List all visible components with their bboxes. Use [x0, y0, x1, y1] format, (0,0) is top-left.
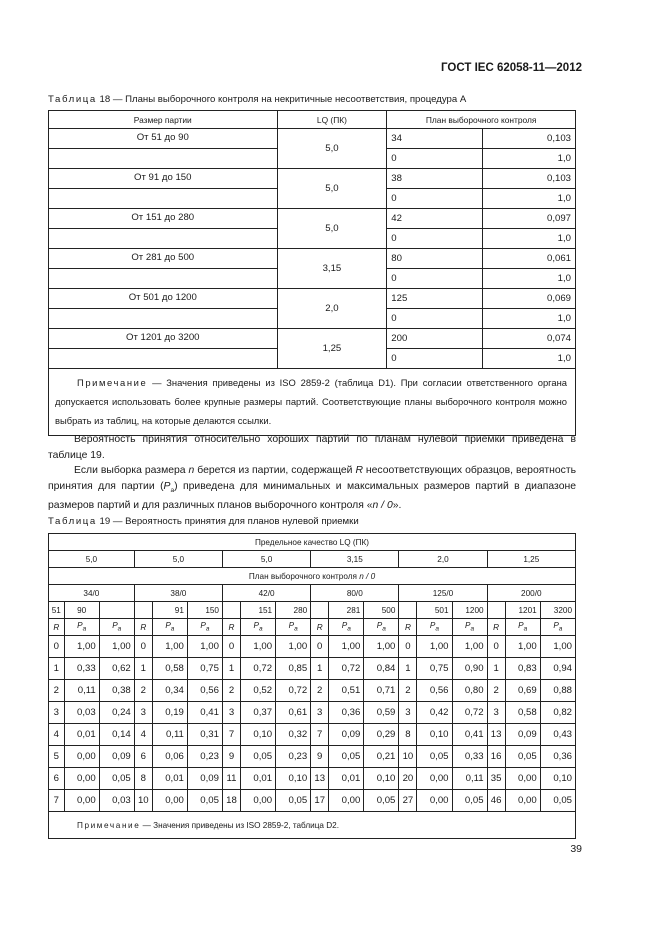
r-cell: 27	[399, 790, 417, 812]
pa-min-cell: 0,05	[241, 746, 276, 768]
pa-min-cell: 0,05	[329, 746, 364, 768]
col-R: R	[487, 619, 505, 636]
r-cell: 3	[399, 702, 417, 724]
col-R: R	[222, 619, 240, 636]
r-cell: 8	[134, 768, 152, 790]
sample-n-cell: 0	[387, 309, 483, 329]
pa-min-cell: 0,10	[417, 724, 452, 746]
pa-min-cell: 0,00	[64, 790, 99, 812]
pa-min-cell: 1,00	[152, 636, 187, 658]
pa-max-cell: 0,38	[99, 680, 134, 702]
col-Pa: $P_a$	[540, 619, 575, 636]
table18-label: Таблица	[48, 94, 97, 105]
r-cell: 7	[311, 724, 329, 746]
r-cell: 20	[399, 768, 417, 790]
col-R: R	[399, 619, 417, 636]
sample-n-cell: 125	[387, 289, 483, 309]
table18-row	[49, 209, 576, 229]
lq-value: 5,0	[49, 551, 135, 568]
pa-max-cell: 0,29	[364, 724, 399, 746]
pa-min-cell: 0,01	[329, 768, 364, 790]
pa-max-cell: 0,05	[540, 790, 575, 812]
pa-min-cell: 0,75	[417, 658, 452, 680]
lq-value: 3,15	[311, 551, 399, 568]
sample-p-cell: 1,0	[483, 349, 576, 369]
lot-size-cell-empty	[49, 149, 278, 169]
pa-min-cell: 0,58	[152, 658, 187, 680]
sample-n-cell: 0	[387, 269, 483, 289]
lot-bound: 90	[64, 602, 99, 619]
pa-max-cell: 0,21	[364, 746, 399, 768]
lq-value: 5,0	[222, 551, 310, 568]
table19-row	[49, 790, 576, 812]
pa-min-cell: 0,42	[417, 702, 452, 724]
col-Pa: $P_a$	[99, 619, 134, 636]
lot-size-cell-empty	[49, 269, 278, 289]
pa-min-cell: 0,11	[152, 724, 187, 746]
col-Pa: $P_a$	[152, 619, 187, 636]
document-header: ГОСТ IEC 62058-11—2012	[441, 62, 582, 74]
pa-min-cell: 0,05	[505, 746, 540, 768]
r-cell: 46	[487, 790, 505, 812]
plan-value: 200/0	[487, 585, 575, 602]
lot-size-row	[49, 602, 576, 619]
lq-cell: 2,0	[277, 289, 387, 329]
pa-max-cell: 0,72	[452, 702, 487, 724]
sample-p-cell: 0,103	[483, 169, 576, 189]
lot-bound: 280	[276, 602, 311, 619]
pa-min-cell: 0,06	[152, 746, 187, 768]
r-cell: 8	[399, 724, 417, 746]
lot-bound-empty	[311, 602, 329, 619]
r-cell: 5	[49, 746, 65, 768]
sample-n-cell: 0	[387, 349, 483, 369]
r-cell: 2	[49, 680, 65, 702]
plan-value: 38/0	[134, 585, 222, 602]
pa-min-cell: 0,00	[505, 768, 540, 790]
plan-header-row	[49, 568, 576, 585]
r-cell: 6	[49, 768, 65, 790]
r-cell: 10	[399, 746, 417, 768]
pa-max-cell: 0,05	[276, 790, 311, 812]
lq-cell: 5,0	[277, 129, 387, 169]
lot-bound: 1200	[452, 602, 487, 619]
r-cell: 35	[487, 768, 505, 790]
sample-p-cell: 0,069	[483, 289, 576, 309]
pa-min-cell: 0,11	[64, 680, 99, 702]
table19-note-row	[49, 812, 576, 839]
pa-min-cell: 0,00	[152, 790, 187, 812]
r-cell: 7	[49, 790, 65, 812]
lot-size-cell: От 151 до 280	[49, 209, 278, 229]
table18-row	[49, 249, 576, 269]
pa-max-cell: 0,09	[187, 768, 222, 790]
pa-max-cell: 0,05	[187, 790, 222, 812]
pa-min-cell: 0,72	[241, 658, 276, 680]
sample-p-cell: 0,061	[483, 249, 576, 269]
lq-cell: 5,0	[277, 169, 387, 209]
lot-bound-empty	[134, 602, 152, 619]
lq-cell: 3,15	[277, 249, 387, 289]
pa-max-cell: 0,62	[99, 658, 134, 680]
pa-min-cell: 0,58	[505, 702, 540, 724]
pa-max-cell: 0,11	[452, 768, 487, 790]
r-cell: 1	[134, 658, 152, 680]
pa-min-cell: 0,01	[64, 724, 99, 746]
pa-max-cell: 0,36	[540, 746, 575, 768]
pa-min-cell: 0,00	[64, 768, 99, 790]
sample-p-cell: 1,0	[483, 269, 576, 289]
lq-value: 1,25	[487, 551, 575, 568]
pa-min-cell: 0,56	[417, 680, 452, 702]
col-Pa: $P_a$	[329, 619, 364, 636]
lot-size-cell-empty	[49, 229, 278, 249]
pa-max-cell: 0,10	[540, 768, 575, 790]
pa-min-cell: 0,34	[152, 680, 187, 702]
table19-label: Таблица	[48, 516, 97, 527]
sample-p-cell: 0,074	[483, 329, 576, 349]
table19-row	[49, 702, 576, 724]
lot-bound: 51	[49, 602, 65, 619]
col-Pa: $P_a$	[505, 619, 540, 636]
r-cell: 1	[222, 658, 240, 680]
table18-note	[49, 369, 576, 436]
col-R: R	[134, 619, 152, 636]
sample-p-cell: 1,0	[483, 309, 576, 329]
r-cell: 13	[487, 724, 505, 746]
r-cell: 3	[311, 702, 329, 724]
r-cell: 11	[222, 768, 240, 790]
lot-bound-empty	[99, 602, 134, 619]
pa-min-cell: 0,00	[241, 790, 276, 812]
pa-min-cell: 0,69	[505, 680, 540, 702]
r-cell: 4	[49, 724, 65, 746]
note-text: — Значения приведены из ISO 2859-2 (таблица D1). При согласии ответственного органа допускается использовать более крупные размеры партий. Соответствующие планы выборочного контроля можно выбрать из таблиц, на которые делаются ссылки.	[55, 377, 567, 426]
pa-min-cell: 0,83	[505, 658, 540, 680]
table18-row	[49, 329, 576, 349]
pa-max-cell: 1,00	[540, 636, 575, 658]
col-Pa: $P_a$	[276, 619, 311, 636]
r-cell: 7	[222, 724, 240, 746]
sample-p-cell: 0,103	[483, 129, 576, 149]
pa-max-cell: 1,00	[276, 636, 311, 658]
pa-min-cell: 0,01	[241, 768, 276, 790]
sample-n-cell: 80	[387, 249, 483, 269]
lot-size-cell: От 281 до 500	[49, 249, 278, 269]
sample-n-cell: 0	[387, 149, 483, 169]
table18-title: 18 — Планы выборочного контроля на некритичные несоответствия, процедура А	[99, 94, 467, 105]
col-R: R	[49, 619, 65, 636]
table18-row	[49, 129, 576, 149]
table19-row	[49, 746, 576, 768]
pa-max-cell: 1,00	[187, 636, 222, 658]
body-text	[48, 432, 576, 514]
pa-max-cell: 0,10	[364, 768, 399, 790]
pa-min-cell: 0,00	[505, 790, 540, 812]
pa-max-cell: 0,71	[364, 680, 399, 702]
r-cell: 10	[134, 790, 152, 812]
lot-size-cell: От 501 до 1200	[49, 289, 278, 309]
pa-min-cell: 0,19	[152, 702, 187, 724]
plans-row	[49, 585, 576, 602]
r-cell: 0	[49, 636, 65, 658]
pa-max-cell: 0,14	[99, 724, 134, 746]
pa-max-cell: 0,41	[452, 724, 487, 746]
pa-max-cell: 0,03	[99, 790, 134, 812]
pa-max-cell: 0,59	[364, 702, 399, 724]
note-text: — Значения приведены из ISO 2859-2, таблица D2.	[142, 820, 339, 830]
r-cell: 3	[134, 702, 152, 724]
r-cell: 1	[487, 658, 505, 680]
r-cell: 0	[311, 636, 329, 658]
col-Pa: $P_a$	[241, 619, 276, 636]
plan-value: 80/0	[311, 585, 399, 602]
r-cell: 0	[222, 636, 240, 658]
lq-value: 2,0	[399, 551, 487, 568]
r-cell: 1	[311, 658, 329, 680]
sample-n-cell: 42	[387, 209, 483, 229]
r-cell: 0	[487, 636, 505, 658]
pa-max-cell: 0,75	[187, 658, 222, 680]
lot-size-cell: От 51 до 90	[49, 129, 278, 149]
pa-min-cell: 0,36	[329, 702, 364, 724]
lq-value: 5,0	[134, 551, 222, 568]
sample-n-cell: 0	[387, 229, 483, 249]
col-Pa: $P_a$	[187, 619, 222, 636]
r-cell: 13	[311, 768, 329, 790]
pa-min-cell: 0,52	[241, 680, 276, 702]
table18-caption	[48, 94, 466, 105]
lot-bound: 501	[417, 602, 452, 619]
table19-note	[49, 812, 576, 839]
r-cell: 2	[222, 680, 240, 702]
r-cell: 1	[399, 658, 417, 680]
r-cell: 2	[311, 680, 329, 702]
paragraph-2: Если выборка размера n берется из партии, содержащей R несоответствующих образцов, вероятность принятия для партии $(P_a)$ приведена для минимальных и максимальных размеров партий в диапазоне размеров партий и для различных планов выборочного контроля «n / 0».	[48, 465, 576, 512]
lot-bound: 151	[241, 602, 276, 619]
pa-min-cell: 0,72	[329, 658, 364, 680]
r-cell: 0	[399, 636, 417, 658]
table19-row	[49, 680, 576, 702]
r-cell: 3	[487, 702, 505, 724]
lot-bound: 91	[152, 602, 187, 619]
lq-cell: 1,25	[277, 329, 387, 369]
sample-p-cell: 0,097	[483, 209, 576, 229]
table19-caption	[48, 516, 359, 527]
pa-max-cell: 0,61	[276, 702, 311, 724]
pa-max-cell: 0,23	[187, 746, 222, 768]
r-cell: 9	[222, 746, 240, 768]
lot-bound: 500	[364, 602, 399, 619]
lot-bound: 150	[187, 602, 222, 619]
page-number: 39	[570, 843, 582, 855]
lot-bound: 1201	[505, 602, 540, 619]
plan-value: 125/0	[399, 585, 487, 602]
pa-min-cell: 0,00	[329, 790, 364, 812]
pa-max-cell: 0,56	[187, 680, 222, 702]
pa-max-cell: 0,05	[99, 768, 134, 790]
sample-p-cell: 1,0	[483, 229, 576, 249]
lot-size-cell-empty	[49, 189, 278, 209]
r-cell: 6	[134, 746, 152, 768]
r-cell: 3	[222, 702, 240, 724]
lot-bound-empty	[399, 602, 417, 619]
pa-min-cell: 0,33	[64, 658, 99, 680]
pa-max-cell: 0,80	[452, 680, 487, 702]
lq-cell: 5,0	[277, 209, 387, 249]
header-lq: LQ (ПК)	[277, 111, 387, 129]
pa-max-cell: 0,23	[276, 746, 311, 768]
pa-min-cell: 0,01	[152, 768, 187, 790]
pa-max-cell: 0,31	[187, 724, 222, 746]
r-cell: 0	[134, 636, 152, 658]
pa-max-cell: 0,10	[276, 768, 311, 790]
lq-header-row	[49, 534, 576, 551]
r-cell: 9	[311, 746, 329, 768]
pa-max-cell: 0,41	[187, 702, 222, 724]
paragraph-1: Вероятность принятия относительно хороших партий по планам нулевой приемки приведена в таблице 19.	[48, 434, 576, 461]
lot-bound-empty	[487, 602, 505, 619]
pa-min-cell: 0,00	[417, 790, 452, 812]
pa-min-cell: 0,00	[64, 746, 99, 768]
table-18	[48, 110, 576, 436]
column-label-row	[49, 619, 576, 636]
plan-header: План выборочного контроля n / 0	[49, 568, 576, 585]
pa-max-cell: 1,00	[99, 636, 134, 658]
pa-min-cell: 1,00	[329, 636, 364, 658]
r-cell: 2	[134, 680, 152, 702]
pa-min-cell: 0,03	[64, 702, 99, 724]
table-19	[48, 533, 576, 839]
table19-row	[49, 768, 576, 790]
table19-row	[49, 636, 576, 658]
pa-max-cell: 0,72	[276, 680, 311, 702]
pa-max-cell: 0,90	[452, 658, 487, 680]
pa-min-cell: 0,10	[241, 724, 276, 746]
pa-min-cell: 1,00	[417, 636, 452, 658]
note-label: Примечание	[77, 820, 141, 830]
pa-min-cell: 0,00	[417, 768, 452, 790]
sample-n-cell: 200	[387, 329, 483, 349]
table19-row	[49, 724, 576, 746]
pa-max-cell: 0,05	[364, 790, 399, 812]
lot-bound-empty	[222, 602, 240, 619]
pa-min-cell: 0,09	[505, 724, 540, 746]
plan-value: 42/0	[222, 585, 310, 602]
r-cell: 4	[134, 724, 152, 746]
table19-row	[49, 658, 576, 680]
r-cell: 17	[311, 790, 329, 812]
col-Pa: $P_a$	[417, 619, 452, 636]
pa-min-cell: 0,37	[241, 702, 276, 724]
lot-bound: 3200	[540, 602, 575, 619]
pa-max-cell: 0,24	[99, 702, 134, 724]
pa-max-cell: 0,32	[276, 724, 311, 746]
lot-size-cell-empty	[49, 349, 278, 369]
r-cell: 2	[399, 680, 417, 702]
pa-min-cell: 0,51	[329, 680, 364, 702]
col-Pa: $P_a$	[364, 619, 399, 636]
lq-header: Предельное качество LQ (ПК)	[49, 534, 576, 551]
note-label: Примечание	[77, 377, 148, 388]
lot-size-cell: От 1201 до 3200	[49, 329, 278, 349]
r-cell: 1	[49, 658, 65, 680]
table18-row	[49, 169, 576, 189]
pa-min-cell: 1,00	[505, 636, 540, 658]
pa-min-cell: 0,09	[329, 724, 364, 746]
r-cell: 16	[487, 746, 505, 768]
lot-size-cell-empty	[49, 309, 278, 329]
col-Pa: $P_a$	[64, 619, 99, 636]
pa-max-cell: 0,85	[276, 658, 311, 680]
sample-n-cell: 0	[387, 189, 483, 209]
pa-max-cell: 1,00	[364, 636, 399, 658]
pa-min-cell: 1,00	[241, 636, 276, 658]
pa-max-cell: 0,94	[540, 658, 575, 680]
lot-bound: 281	[329, 602, 364, 619]
pa-max-cell: 0,88	[540, 680, 575, 702]
r-cell: 2	[487, 680, 505, 702]
pa-max-cell: 0,82	[540, 702, 575, 724]
col-R: R	[311, 619, 329, 636]
r-cell: 3	[49, 702, 65, 724]
r-cell: 18	[222, 790, 240, 812]
table18-row	[49, 289, 576, 309]
pa-min-cell: 1,00	[64, 636, 99, 658]
sample-p-cell: 1,0	[483, 149, 576, 169]
pa-max-cell: 0,84	[364, 658, 399, 680]
pa-max-cell: 0,43	[540, 724, 575, 746]
pa-max-cell: 0,09	[99, 746, 134, 768]
plan-value: 34/0	[49, 585, 135, 602]
header-lot-size: Размер партии	[49, 111, 278, 129]
sample-p-cell: 1,0	[483, 189, 576, 209]
sample-n-cell: 38	[387, 169, 483, 189]
col-Pa: $P_a$	[452, 619, 487, 636]
lot-size-cell: От 91 до 150	[49, 169, 278, 189]
pa-max-cell: 0,05	[452, 790, 487, 812]
pa-max-cell: 0,33	[452, 746, 487, 768]
table19-title: 19 — Вероятность принятия для планов нулевой приемки	[99, 516, 359, 527]
header-sampling-plan: План выборочного контроля	[387, 111, 576, 129]
pa-min-cell: 0,05	[417, 746, 452, 768]
table18-header-row	[49, 111, 576, 129]
lq-values-row	[49, 551, 576, 568]
pa-max-cell: 1,00	[452, 636, 487, 658]
sample-n-cell: 34	[387, 129, 483, 149]
